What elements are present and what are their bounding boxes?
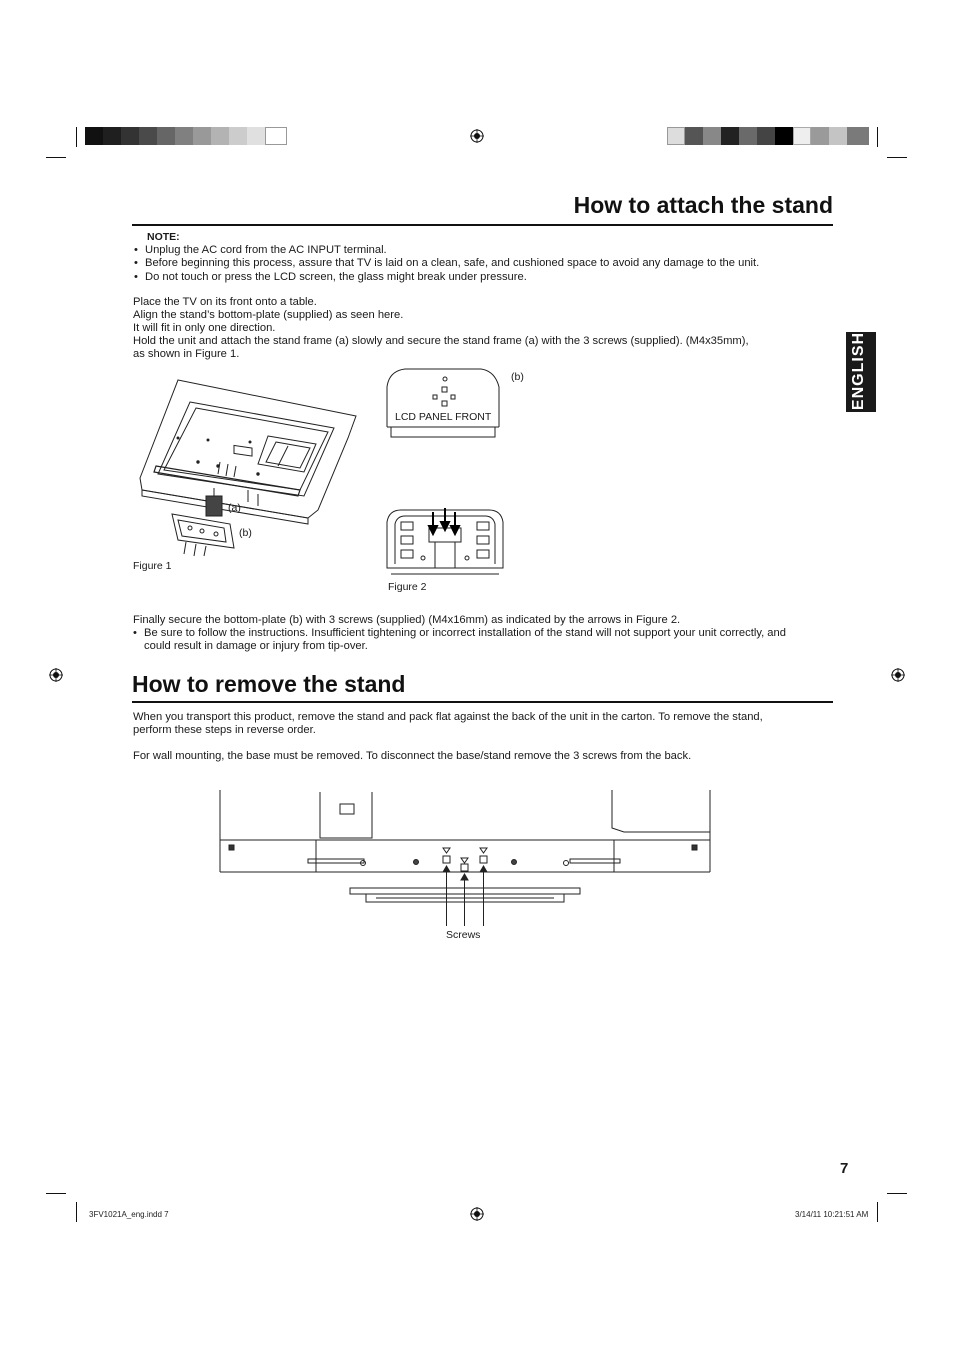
color-swatch [757,127,775,145]
note-item [134,271,834,285]
title-rule [132,224,833,226]
color-swatch [139,127,157,145]
section-title-remove: How to remove the stand [132,671,406,697]
note-heading: NOTE: [147,231,180,243]
language-tab-label: ENGLISH [850,331,867,411]
color-swatch [121,127,139,145]
figure2-panel-label: LCD PANEL FRONT [395,411,492,423]
wall-mount-paragraph: For wall mounting, the base must be removed. To disconnect the base/stand remove the 3 screws from the back. [133,750,692,762]
note-item-text: Do not touch or press the LCD screen, the glass might break under pressure. [145,271,527,283]
language-tab [846,332,876,412]
remove-paragraph-line: When you transport this product, remove the stand and pack flat against the back of the unit in the carton. To remove the stand, [133,711,763,723]
note-item-text: Unplug the AC cord from the AC INPUT terminal. [145,244,387,256]
figure1-label-b: (b) [239,527,252,539]
warning-line: Be sure to follow the instructions. Insufficient tightening or incorrect installation of the stand will not support your unit correctly, and [144,627,786,639]
color-swatch [685,127,703,145]
color-swatch [103,127,121,145]
figure1-label-a: (a) [228,502,241,514]
registration-mark-icon [470,129,484,143]
color-swatch [193,127,211,145]
color-swatch [829,127,847,145]
instruction-line: as shown in Figure 1. [133,348,240,360]
color-swatch [247,127,265,145]
finally-text: Finally secure the bottom-plate (b) with 3 screws (supplied) (M4x16mm) as indicated by the arrows in Figure 2. [133,614,681,626]
section-title-attach: How to attach the stand [573,192,833,218]
tv-bottom-screws-illustration [216,788,714,928]
registration-mark-icon [49,668,63,682]
figure2-panel-outline [385,367,501,439]
color-swatch [175,127,193,145]
note-item [134,257,834,271]
crop-mark [877,1202,878,1222]
note-item [134,244,834,258]
color-swatch [721,127,739,145]
instruction-line: It will fit in only one direction. [133,322,276,334]
warning-line: could result in damage or injury from tip-over. [144,640,368,652]
crop-mark [46,157,66,158]
footer-file-name: 3FV1021A_eng.indd 7 [89,1210,169,1219]
crop-mark [76,1202,77,1222]
title-rule [132,701,833,703]
crop-mark [46,1193,66,1194]
color-swatch [739,127,757,145]
screws-label: Screws [446,929,481,941]
warning-item [133,627,833,655]
bullet-icon: • [134,271,138,283]
color-swatch [667,127,685,145]
figure2-bottom-plate [385,508,505,578]
color-swatch [265,127,287,145]
bullet-icon: • [133,627,137,639]
figure1-tv-back-illustration [138,378,370,558]
color-swatch [811,127,829,145]
crop-mark [76,127,77,147]
note-item-text: Before beginning this process, assure that TV is laid on a clean, safe, and cushioned space to avoid any damage to the unit. [145,257,760,269]
instruction-line: Place the TV on its front onto a table. [133,296,317,308]
color-swatch [703,127,721,145]
figure1-caption: Figure 1 [133,560,172,572]
registration-mark-icon [470,1207,484,1221]
color-swatch [211,127,229,145]
color-swatch [229,127,247,145]
color-swatch [85,127,103,145]
figure2-caption: Figure 2 [388,581,427,593]
figure2-label-b: (b) [511,371,524,383]
remove-paragraph-line: perform these steps in reverse order. [133,724,316,736]
color-swatch [847,127,869,145]
color-swatch [793,127,811,145]
bullet-icon: • [134,257,138,269]
footer-timestamp: 3/14/11 10:21:51 AM [795,1210,869,1219]
crop-mark [877,127,878,147]
registration-mark-icon [891,668,905,682]
instruction-line: Align the stand’s bottom-plate (supplied) as seen here. [133,309,404,321]
crop-mark [887,157,907,158]
bullet-icon: • [134,244,138,256]
page-number: 7 [840,1160,849,1177]
color-swatch [157,127,175,145]
instruction-line: Hold the unit and attach the stand frame (a) slowly and secure the stand frame (a) with the 3 screws (supplied). (M4x35mm), [133,335,749,347]
crop-mark [887,1193,907,1194]
color-swatch [775,127,793,145]
